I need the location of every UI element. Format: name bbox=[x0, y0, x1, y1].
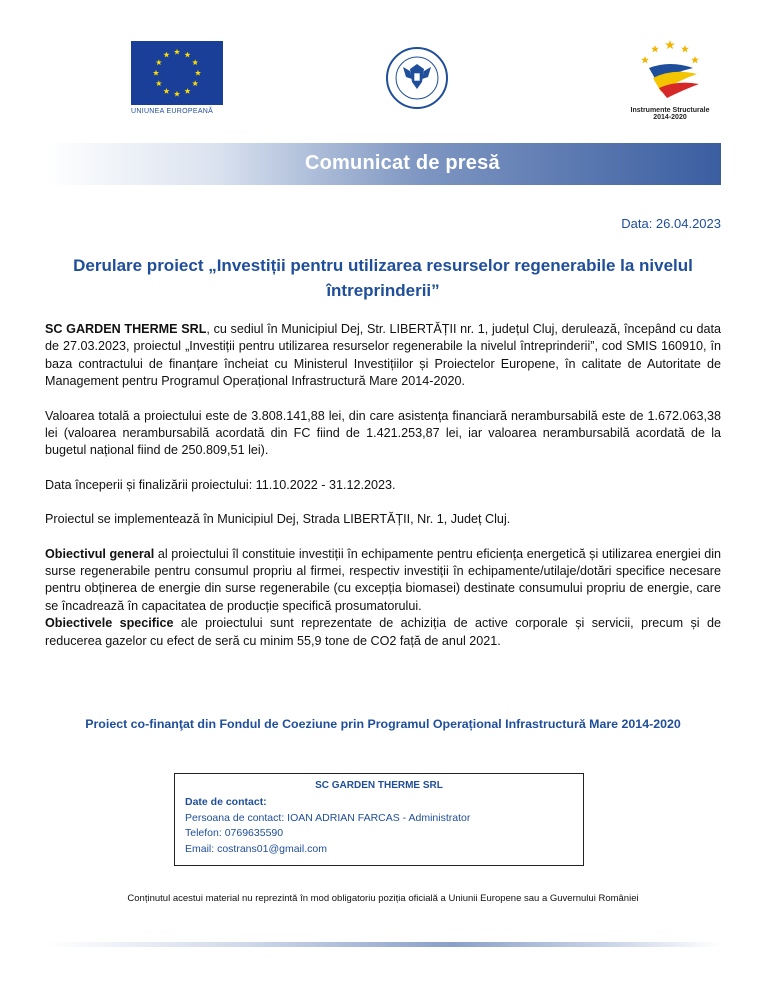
project-heading: Derulare proiect „Investiții pentru utilizarea resurselor regenerabile la nivelul întreprinderii” bbox=[73, 256, 693, 300]
government-seal-icon bbox=[386, 47, 448, 109]
contact-person: Persoana de contact: IOAN ADRIAN FARCAS - Administrator bbox=[185, 811, 471, 824]
release-body bbox=[45, 321, 721, 667]
paragraph-intro bbox=[45, 321, 721, 391]
government-logo bbox=[386, 47, 448, 109]
release-date: Data: 26.04.2023 bbox=[621, 216, 721, 231]
contact-company: SC GARDEN THERME SRL bbox=[315, 780, 443, 791]
paragraph-dates: Data începerii și finalizării proiectului: 11.10.2022 - 31.12.2023. bbox=[45, 477, 396, 492]
contact-email: Email: costrans01@gmail.com bbox=[185, 842, 327, 855]
general-objective-text: al proiectului îl constituie investiții în echipamente pentru eficiența energetică și utilizarea energiei din surse regenerabile pentru consumul propriu al firmei, respectiv investiții în echipamente/utilaje/dotări specifice necesare pentru obținerea de energie din surse regenerabile (cu excepția biomasei) destinate consumului propriu de energie, care se încadrează în capacitatea de producție specifică prosumatorului. bbox=[45, 546, 721, 613]
company-name: SC GARDEN THERME SRL bbox=[45, 322, 207, 336]
intro-text: , cu sediul în Municipiul Dej, Str. LIBERTĂȚII nr. 1, județul Cluj, derulează, începând cu data de 27.03.2023, proiectul „Investiții pentru utilizarea resurselor regenerabile la nivelul întreprinderii”, cod SMIS 160910, în baza contractului de finanțare încheiat cu Ministerul Investițiilor și Proiectelor Europene, în calitate de Autoritate de Management pentru Programul Operațional Infrastructură Mare 2014-2020. bbox=[45, 322, 721, 389]
banner-title: Comunicat de presă bbox=[305, 152, 500, 174]
specific-objectives-text: ale proiectului sunt reprezentate de achiziția de active corporale și servicii, precum și de reducerea gazelor cu efect de seră cu minim 55,9 tone de CO2 față de anul 2021. bbox=[45, 616, 721, 648]
eu-logo bbox=[131, 41, 223, 115]
cofinance-statement: Proiect co-finanţat din Fondul de Coeziune prin Programul Operațional Infrastructură Mare 2014-2020 bbox=[85, 717, 681, 731]
paragraph-general-objective bbox=[45, 546, 721, 616]
structural-instruments-caption: Instrumente Structurale bbox=[630, 107, 710, 114]
contact-label: Date de contact: bbox=[185, 796, 267, 808]
eu-caption: UNIUNEA EUROPEANĂ bbox=[131, 108, 214, 115]
paragraph-specific-objectives bbox=[45, 615, 721, 650]
disclaimer: Conținutul acestui material nu reprezintă în mod obligatoriu poziția oficială a Uniunii Europene sau a Guvernului României bbox=[127, 893, 639, 904]
eu-flag-icon bbox=[131, 41, 223, 105]
paragraph-value: Valoarea totală a proiectului este de 3.808.141,88 lei, din care asistența financiară nerambursabilă este de 1.672.063,38 lei (valoarea nerambursabilă acordată din FC fiind de 1.421.253,87 lei, iar valoarea nerambursabilă acordată de la bugetul național fiind de 250.809,51 lei). bbox=[45, 408, 721, 458]
structural-instruments-years: 2014-2020 bbox=[653, 114, 687, 121]
general-objective-label: Obiectivul general bbox=[45, 546, 155, 561]
press-release-banner bbox=[45, 143, 721, 185]
contact-phone: Telefon: 0769635590 bbox=[185, 827, 284, 839]
structural-instruments-logo bbox=[620, 38, 720, 121]
paragraph-location: Proiectul se implementează în Municipiul Dej, Strada LIBERTĂȚII, Nr. 1, Județ Cluj. bbox=[45, 512, 511, 527]
specific-objectives-label: Obiectivele specifice bbox=[45, 616, 174, 631]
footer-divider bbox=[45, 942, 721, 947]
contact-box bbox=[174, 773, 584, 866]
structural-instruments-icon bbox=[635, 38, 705, 100]
